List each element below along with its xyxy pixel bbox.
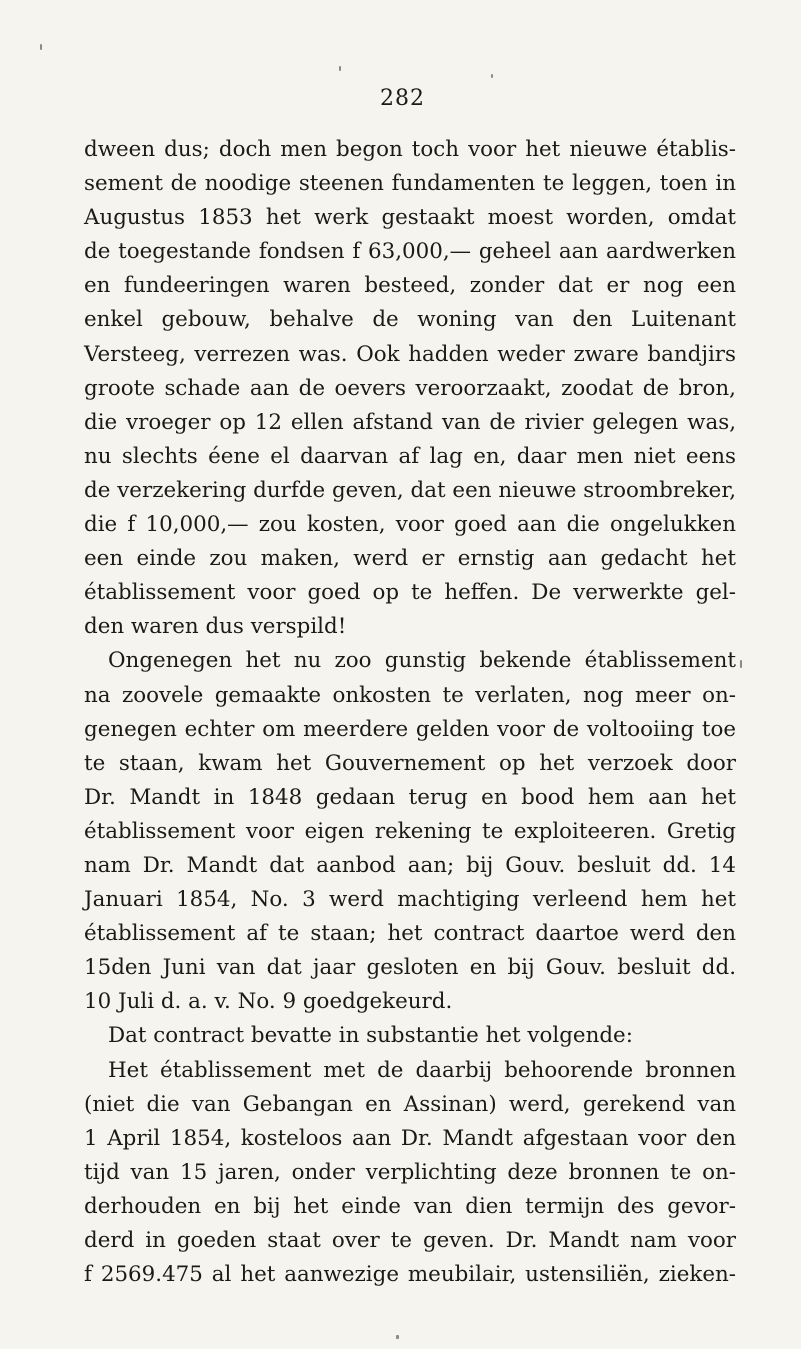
text-line: établissement voor goed op te heffen. De verwerkte gel- xyxy=(84,580,736,606)
text-line: 10 Juli d. a. v. No. 9 goedgekeurd. xyxy=(84,989,453,1015)
text-line: 15den Juni van dat jaar gesloten en bij Gouv. besluit dd. xyxy=(84,955,736,981)
text-line: sement de noodige steenen fundamenten te leggen, toen in xyxy=(84,171,736,197)
scan-speck xyxy=(491,74,493,78)
text-line: nam Dr. Mandt dat aanbod aan; bij Gouv. besluit dd. 14 xyxy=(84,852,736,878)
text-line: na zoovele gemaakte onkosten te verlaten, nog meer on- xyxy=(84,682,736,708)
text-line: Versteeg, verrezen was. Ook hadden weder zware bandjirs xyxy=(84,341,736,367)
text-line: groote schade aan de oevers veroorzaakt, zoodat de bron, xyxy=(84,375,736,401)
text-line: nu slechts éene el daarvan af lag en, daar men niet eens xyxy=(84,443,736,469)
text-line: te staan, kwam het Gouvernement op het verzoek door xyxy=(84,750,736,776)
text-line: établissement af te staan; het contract daartoe werd den xyxy=(84,921,736,947)
scan-speck xyxy=(40,44,42,50)
body-text xyxy=(84,133,736,1292)
text-line: Het établissement met de daarbij behoorende bronnen xyxy=(108,1057,736,1083)
text-line: (niet die van Gebangan en Assinan) werd, gerekend van xyxy=(84,1091,736,1117)
text-line: Dat contract bevatte in substantie het volgende: xyxy=(108,1023,633,1049)
text-line: dween dus; doch men begon toch voor het nieuwe établis- xyxy=(84,137,736,162)
text-line: een einde zou maken, werd er ernstig aan gedacht het xyxy=(84,546,736,572)
text-line: derhouden en bij het einde van dien termijn des gevor- xyxy=(84,1193,736,1219)
scan-speck xyxy=(339,66,341,71)
text-line: Augustus 1853 het werk gestaakt moest worden, omdat xyxy=(84,205,736,231)
text-line: derd in goeden staat over te geven. Dr. Mandt nam voor xyxy=(84,1228,736,1253)
text-line: genegen echter om meerdere gelden voor de voltooiing toe xyxy=(84,716,736,742)
text-line: die f 10,000,— zou kosten, voor goed aan die ongelukken xyxy=(84,512,736,538)
page-number: 282 xyxy=(380,86,425,111)
text-line: de verzekering durfde geven, dat een nieuwe stroombreker, xyxy=(84,477,736,503)
text-line: en fundeeringen waren besteed, zonder dat er nog een xyxy=(84,273,736,299)
text-line: enkel gebouw, behalve de woning van den Luitenant xyxy=(84,307,736,333)
text-line: Dr. Mandt in 1848 gedaan terug en bood hem aan het xyxy=(84,784,736,810)
text-line: 1 April 1854, kosteloos aan Dr. Mandt afgestaan voor den xyxy=(84,1125,736,1151)
text-line: Januari 1854, No. 3 werd machtiging verleend hem het xyxy=(84,887,736,913)
text-line: établissement voor eigen rekening te exploiteeren. Gretig xyxy=(84,818,736,844)
text-line: Ongenegen het nu zoo gunstig bekende établissement xyxy=(108,648,736,674)
text-line: f 2569.475 al het aanwezige meubilair, ustensiliën, zieken- xyxy=(84,1262,736,1288)
scan-speck xyxy=(396,1335,399,1339)
scan-speck xyxy=(740,660,742,668)
text-line: tijd van 15 jaren, onder verplichting deze bronnen te on- xyxy=(84,1159,736,1185)
text-line: de toegestande fondsen f 63,000,— geheel aan aardwerken xyxy=(84,239,736,265)
text-line: die vroeger op 12 ellen afstand van de rivier gelegen was, xyxy=(84,409,736,435)
text-line: den waren dus verspild! xyxy=(84,614,347,640)
